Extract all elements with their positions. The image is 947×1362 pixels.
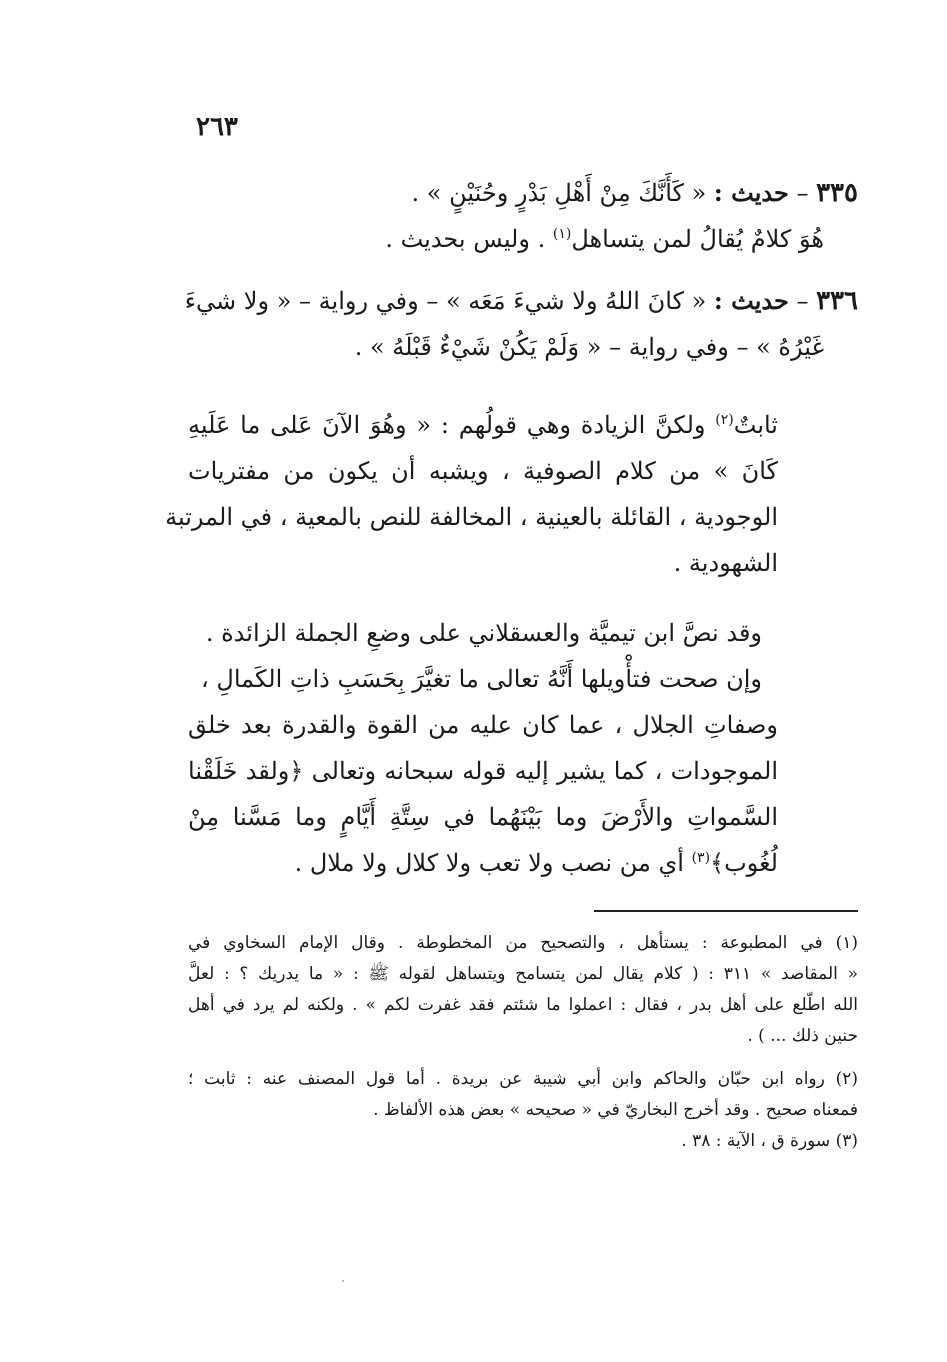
footnote-ref-2: (٢) xyxy=(715,412,734,428)
paragraph-line: كَانَ » من كلام الصوفية ، ويشبه أن يكون من مفتريات xyxy=(188,457,778,485)
entry-dash: – xyxy=(796,287,809,315)
paragraph-line: الوجودية ، القائلة بالعينية ، المخالفة للنص بالمعية ، في المرتبة xyxy=(165,503,778,531)
entry-keyword: حديث : xyxy=(713,286,789,315)
entry-number: ٣٣٥ xyxy=(816,178,858,208)
entry-text: هُوَ كلامٌ يُقالُ لمن يتساهل xyxy=(571,225,824,253)
paragraph-1 xyxy=(165,402,778,586)
paragraph-text: ثابتٌ xyxy=(733,411,778,439)
footnote-3-line: (٣) سورة ق ، الآية : ٣٨ . xyxy=(681,1131,858,1151)
paragraph-text: أي من نصب ولا تعب ولا كلال ولا ملال . xyxy=(294,849,692,877)
entry-keyword: حديث : xyxy=(713,178,789,207)
footnotes xyxy=(188,928,858,1157)
entry-text: غَيْرُهُ » – وفي رواية – « وَلَمْ يَكُنْ شَيْءٌ قَبْلَهُ » . xyxy=(354,333,824,361)
footnote-1-line: (١) في المطبوعة : يستأهل ، والتصحيح من المخطوطة . وقال الإمام السخاوي في xyxy=(188,933,858,953)
paragraph-line: وصفاتِ الجلال ، عما كان عليه من القوة والقدرة بعد خلق xyxy=(188,711,778,739)
paragraph-line: وإن صحت فتأْويلها أَنَّهُ تعالى ما تغيَّرَ بِحَسَبِ ذاتِ الكَمالِ ، xyxy=(201,665,762,693)
entry-number: ٣٣٦ xyxy=(816,286,858,316)
paragraph-line: الموجودات ، كما يشير إليه قوله سبحانه وتعالى ﴿ولقد خَلَقْنا xyxy=(188,757,778,785)
page-speck xyxy=(342,1280,344,1282)
paragraph-line: السَّمواتِ والأَرْضَ وما بَيْنَهُما في سِتَّةِ أَيَّامٍ وما مَسَّنا مِنْ xyxy=(188,803,778,831)
paragraph-line xyxy=(188,402,778,448)
footnote-1-line: حنين ذلك ... ) . xyxy=(747,1026,858,1046)
footnote-ref-1: (١) xyxy=(552,226,572,242)
entry-336-line-2 xyxy=(188,324,858,370)
entry-335-line-1 xyxy=(188,170,858,216)
paragraph-line: الشهودية . xyxy=(673,549,778,577)
entry-335 xyxy=(188,170,858,262)
entry-text: « كَأَنَّكَ مِنْ أَهْلِ بَدْرٍ وحُنَيْنٍ » . xyxy=(411,179,707,207)
paragraph-text: لُغُوب﴾ xyxy=(710,849,778,877)
entry-dash: – xyxy=(796,179,809,207)
page-number: ٢٦٣ xyxy=(196,112,238,142)
footnote-ref-3: (٣) xyxy=(691,850,711,866)
paragraph-line: وقد نصَّ ابن تيميَّة والعسقلاني على وضعِ الجملة الزائدة . xyxy=(205,619,762,647)
paragraph-text: ولكنَّ الزيادة وهي قولُهم : « وهُوَ الآنَ عَلى ما عَلَيهِ xyxy=(188,411,716,439)
entry-336 xyxy=(184,278,858,370)
footnote-2-line: فمعناه صحيح . وقد أخرج البخاريّ في « صحيحه » بعض هذه الألفاظ . xyxy=(373,1100,858,1120)
paragraph-line xyxy=(188,840,778,886)
entry-336-line-1 xyxy=(184,278,858,324)
entry-335-line-2 xyxy=(188,216,858,262)
entry-text: « كانَ اللهُ ولا شيءَ مَعَه » – وفي رواية – « ولا شيءَ xyxy=(184,287,707,315)
footnote-1-line: الله اطّلع على أهل بدر ، فقال : اعملوا ما شئتم فقد غفرت لكم » . ولكنه لم يرد في أهل xyxy=(188,995,858,1015)
footnote-2-line: (٢) رواه ابن حبّان والحاكم وابن أبي شيبة عن بريدة . أما قول المصنف عنه : ثابت ؛ xyxy=(188,1069,858,1089)
footnote-divider xyxy=(594,910,858,912)
paragraph-2 xyxy=(188,610,778,886)
entry-text: . وليس بحديث . xyxy=(385,225,553,253)
footnote-1-line: « المقاصد » ٣١١ : ( كلام يقال لمن يتسامح ويتساهل لقوله ﷺ : « ما يدريك ؟ : لعلَّ xyxy=(188,964,858,984)
